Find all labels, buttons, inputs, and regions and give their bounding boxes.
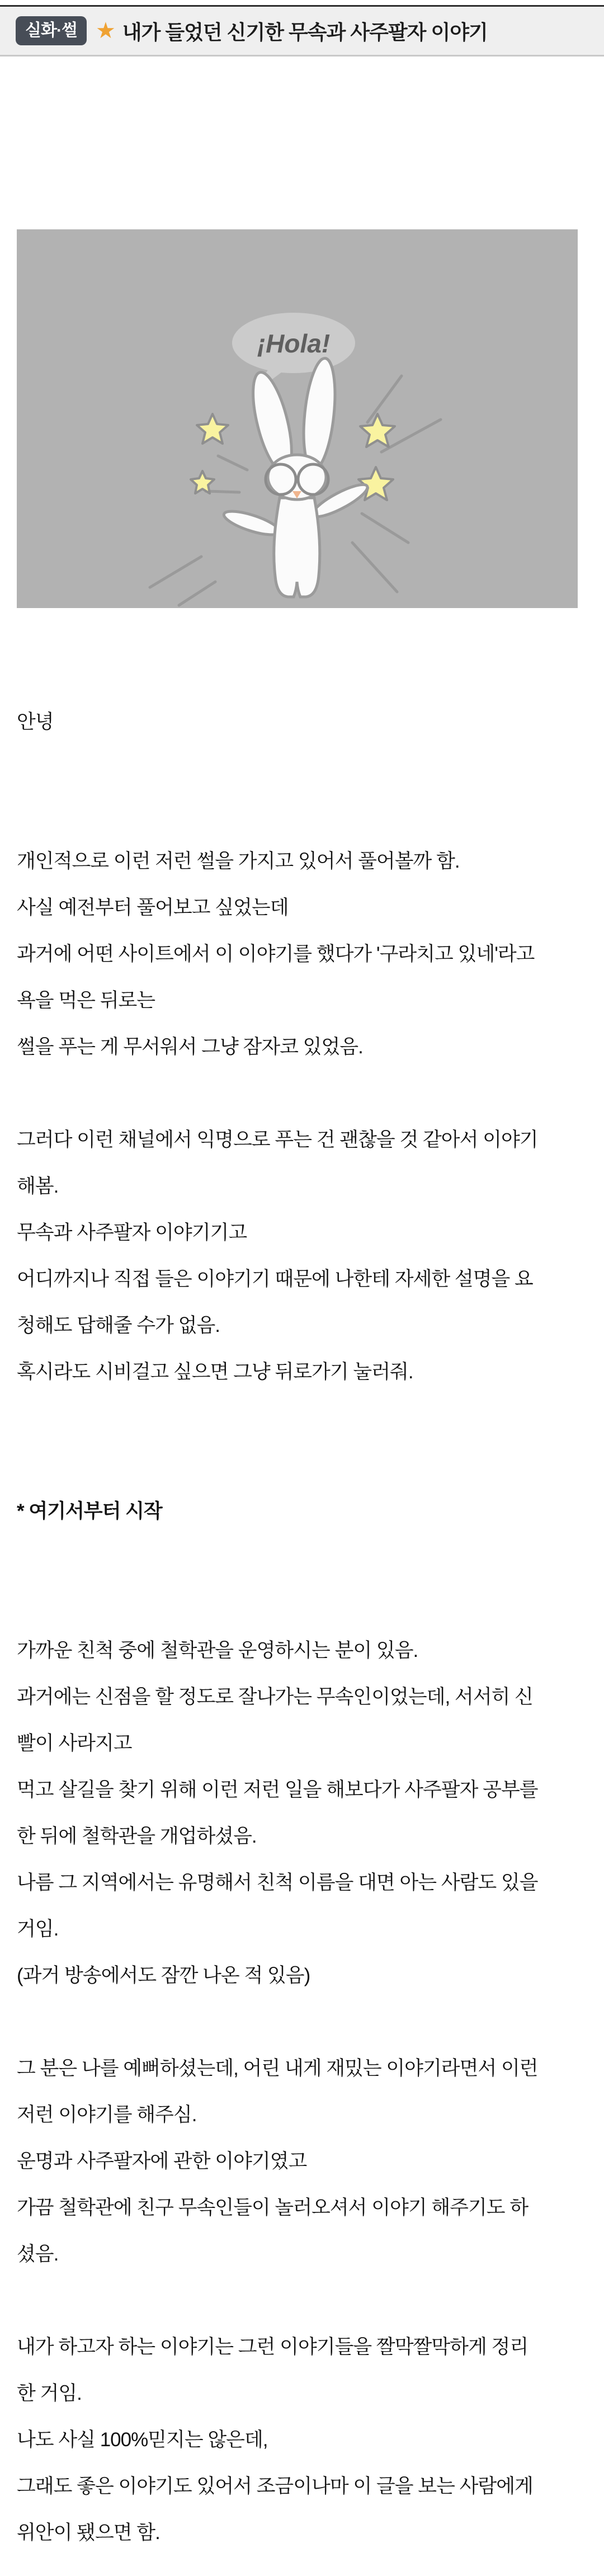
text-line	[17, 1442, 587, 1488]
text-line: 저런 이야기를 해주심.	[17, 2104, 197, 2126]
text-line: 나도 사실 100%믿지는 않은데,	[17, 2429, 268, 2451]
text-line: 썰을 푸는 게 무서워서 그냥 잠자코 있었음.	[17, 1036, 363, 1058]
bubble-text: ¡Hola!	[257, 329, 331, 358]
text-line: 가끔 철학관에 친구 무속인들이 놀러오셔서 이야기 해주기도 하	[17, 2197, 528, 2219]
post-image[interactable]	[17, 229, 578, 608]
text-line: 그 분은 나를 예뻐하셨는데, 어린 내게 재밌는 이야기라면서 이런	[17, 2057, 538, 2079]
text-line: 혹시라도 시비걸고 싶으면 그냥 뒤로가기 눌러줘.	[17, 1361, 413, 1383]
text-line: * 여기서부터 시작	[17, 1500, 162, 1522]
text-line: 가까운 친척 중에 철학관을 운영하시는 분이 있음.	[17, 1640, 418, 1661]
text-line: 거임.	[17, 1918, 59, 1940]
post-header	[0, 5, 604, 56]
text-line: 청해도 답해줄 수가 없음.	[17, 1315, 220, 1336]
text-line: 과거에 어떤 사이트에서 이 이야기를 했다가 '구라치고 있네'라고	[17, 943, 535, 965]
text-line	[17, 1070, 587, 1117]
text-line: 안녕	[17, 711, 54, 733]
rabbit-illustration	[17, 229, 578, 608]
text-line: 욕을 먹은 뒤로는	[17, 990, 155, 1011]
text-line: 내가 하고자 하는 이야기는 그런 이야기들을 짤막짤막하게 정리	[17, 2336, 528, 2358]
text-line: 셨음.	[17, 2243, 59, 2265]
text-line	[17, 1395, 587, 1442]
text-line: 위안이 됐으면 함.	[17, 2522, 160, 2544]
text-line: 한 뒤에 철학관을 개업하셨음.	[17, 1825, 257, 1847]
text-line	[17, 2277, 587, 2324]
text-line: 해봄.	[17, 1175, 59, 1197]
text-line: (과거 방송에서도 잠깐 나온 적 있음)	[17, 1965, 310, 1986]
text-line	[17, 1999, 587, 2045]
text-line: 그래도 좋은 이야기도 있어서 조금이나마 이 글을 보는 사람에게	[17, 2475, 533, 2497]
post-body	[17, 699, 587, 2556]
text-line	[17, 1581, 587, 1627]
star-icon: ★	[95, 18, 116, 43]
text-line: 빨이 사라지고	[17, 1732, 132, 1754]
text-line: 무속과 사주팔자 이야기기고	[17, 1222, 247, 1244]
text-line: 운명과 사주팔자에 관한 이야기였고	[17, 2150, 307, 2172]
text-line: 한 거임.	[17, 2382, 82, 2404]
text-line	[17, 792, 587, 838]
post-title: 내가 들었던 신기한 무속과 사주팔자 이야기	[122, 20, 488, 44]
text-line: 나름 그 지역에서는 유명해서 친척 이름을 대면 아는 사람도 있을	[17, 1872, 538, 1894]
text-line: 그러다 이런 채널에서 익명으로 푸는 건 괜찮을 것 같아서 이야기	[17, 1129, 538, 1151]
text-line: 과거에는 신점을 할 정도로 잘나가는 무속인이었는데, 서서히 신	[17, 1686, 533, 1708]
text-line: 어디까지나 직접 들은 이야기기 때문에 나한테 자세한 설명을 요	[17, 1268, 533, 1290]
text-line: 사실 예전부터 풀어보고 싶었는데	[17, 897, 289, 919]
text-line	[17, 1534, 587, 1581]
category-badge[interactable]: 실화·썰	[16, 16, 87, 45]
text-line	[17, 745, 587, 792]
text-line: 개인적으로 이런 저런 썰을 가지고 있어서 풀어볼까 함.	[17, 850, 460, 872]
text-line: 먹고 살길을 찾기 위해 이런 저런 일을 해보다가 사주팔자 공부를	[17, 1779, 538, 1801]
